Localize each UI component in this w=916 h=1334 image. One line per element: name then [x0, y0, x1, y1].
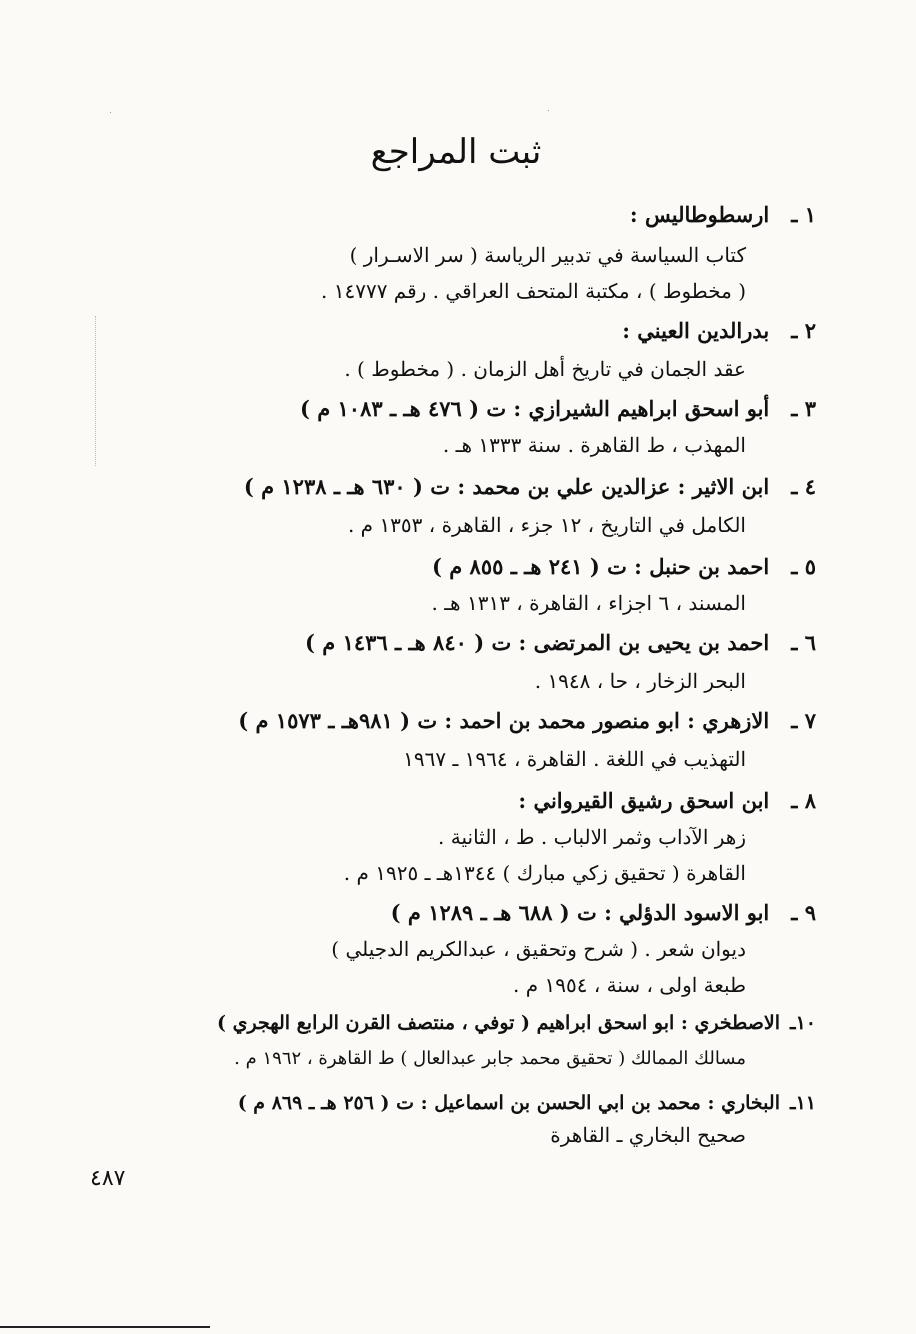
entry-detail: الكامل في التاريخ ، ١٢ جزء ، القاهرة ، ١٣٥٣ م .	[347, 513, 746, 537]
entry-author: ابو الاسود الدؤلي : ت ( ٦٨٨ هـ ـ ١٢٨٩ م )	[390, 900, 770, 925]
entry-heading	[238, 1088, 816, 1118]
entry-heading	[217, 1008, 816, 1038]
entry-detail: التهذيب في اللغة . القاهرة ، ١٩٦٤ ـ ١٩٦٧	[403, 747, 746, 771]
bottom-rule	[0, 1326, 210, 1328]
entry-number: ٩ ـ	[791, 900, 816, 925]
entry-author: الاصطخري : ابو اسحق ابراهيم ( توفي ، منتصف القرن الرابع الهجري )	[217, 1012, 780, 1034]
entry-number: ٦ ـ	[791, 630, 816, 655]
entry-number: ١١ـ	[790, 1092, 816, 1114]
entry-detail: المهذب ، ط القاهرة . سنة ١٣٣٣ هـ .	[442, 433, 746, 457]
entry-author: الازهري : ابو منصور محمد بن احمد : ت ( ٩٨١هـ ـ ١٥٧٣ م )	[238, 708, 770, 733]
scan-margin-marks	[95, 316, 99, 466]
page-title: ثبت المراجع	[370, 132, 542, 172]
entry-author: احمد بن حنبل : ت ( ٢٤١ هـ ـ ٨٥٥ م )	[431, 554, 770, 579]
entry-number: ٢ ـ	[791, 318, 816, 343]
entry-detail: المسند ، ٦ اجزاء ، القاهرة ، ١٣١٣ هـ .	[431, 591, 746, 615]
entry-author: أبو اسحق ابراهيم الشيرازي : ت ( ٤٧٦ هـ ـ ١٠٨٣ م )	[299, 396, 770, 421]
entry-number: ٣ ـ	[791, 396, 816, 421]
entry-detail: طبعة اولى ، سنة ، ١٩٥٤ م .	[513, 973, 746, 997]
scan-speck	[110, 112, 111, 113]
entry-detail: مسالك الممالك ( تحقيق محمد جابر عبدالعال ) ط القاهرة ، ١٩٦٢ م .	[234, 1048, 746, 1069]
entry-heading	[630, 200, 816, 230]
entry-number: ٥ ـ	[791, 554, 816, 579]
entry-detail: البحر الزخار ، حا ، ١٩٤٨ .	[534, 669, 746, 693]
entry-heading	[391, 898, 816, 928]
entry-number: ٧ ـ	[791, 708, 816, 733]
entry-detail: زهر الآداب وثمر الالباب . ط ، الثانية .	[438, 825, 746, 849]
entry-author: بدرالدين العيني :	[622, 318, 770, 343]
entry-heading	[300, 394, 816, 424]
entry-number: ١٠ـ	[790, 1012, 816, 1034]
entry-heading	[432, 552, 816, 582]
entry-detail: ديوان شعر . ( شرح وتحقيق ، عبدالكريم الدجيلي )	[331, 937, 746, 961]
page-number: ٤٨٧	[90, 1166, 126, 1191]
entry-author: ابن اسحق رشيق القيرواني :	[518, 788, 770, 813]
entry-author: احمد بن يحيى بن المرتضى : ت ( ٨٤٠ هـ ـ ١٤٣٦ م )	[305, 630, 770, 655]
entry-number: ٤ ـ	[791, 474, 816, 499]
entry-detail: صحيح البخاري ـ القاهرة	[550, 1123, 746, 1147]
entry-detail: عقد الجمان في تاريخ أهل الزمان . ( مخطوط ) .	[344, 357, 746, 381]
entry-heading	[244, 472, 816, 502]
entry-author: ارسطوطاليس :	[629, 202, 770, 227]
entry-detail: القاهرة ( تحقيق زكي مبارك ) ١٣٤٤هـ ـ ١٩٢٥ م .	[343, 861, 746, 885]
entry-number: ١ ـ	[791, 202, 816, 227]
entry-detail: كتاب السياسة في تدبير الرياسة ( سر الاسـرار )	[349, 243, 746, 267]
entry-heading	[622, 316, 816, 346]
entry-heading	[518, 786, 816, 816]
scan-speck	[548, 110, 549, 111]
entry-author: ابن الاثير : عزالدين علي بن محمد : ت ( ٦٣٠ هـ ـ ١٢٣٨ م )	[243, 474, 770, 499]
entry-number: ٨ ـ	[791, 788, 816, 813]
entry-heading	[305, 628, 816, 658]
entry-detail: ( مخطوط ) ، مكتبة المتحف العراقي . رقم ١٤٧٧٧ .	[321, 279, 746, 303]
entry-author: البخاري : محمد بن ابي الحسن بن اسماعيل : ت ( ٢٥٦ هـ ـ ٨٦٩ م )	[237, 1092, 780, 1114]
entry-heading	[238, 706, 816, 736]
